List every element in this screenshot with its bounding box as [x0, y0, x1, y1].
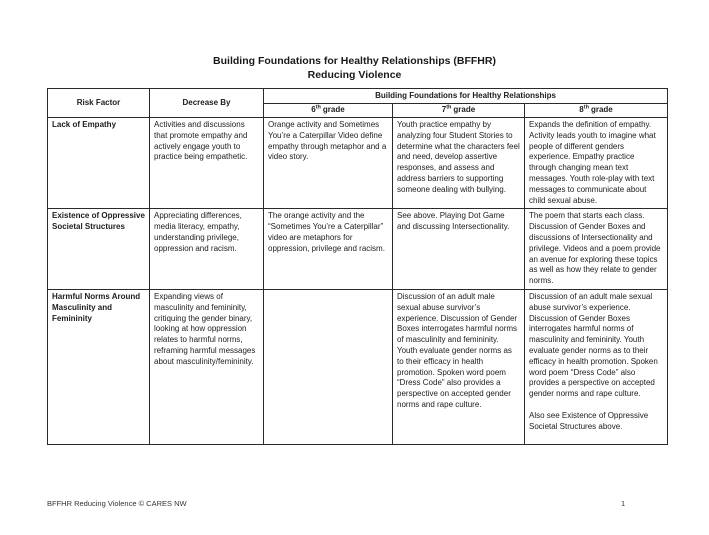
grade-6-number: 6 — [311, 105, 316, 115]
grade-8-paragraph-1: Discussion of an adult male sexual abuse survivor’s experience. Discussion of Gender Boxes interrogates harmful norms of masculinity and femininity. Youth evaluate gender norms as to their efficacy in health promotion. Spoken word poem “Dress Code” also provides a perspective on accepted gender norms and rape culture. — [529, 291, 658, 399]
table-row-oppressive-structures — [48, 209, 668, 290]
grade-8-cell — [525, 289, 668, 444]
grade-7-number: 7 — [441, 105, 447, 115]
curriculum-table — [47, 88, 668, 445]
col-header-grade-8 — [525, 104, 668, 118]
grade-7-ordinal: th — [446, 104, 452, 111]
decrease-by-cell: Expanding views of masculinity and femininity, critiquing the gender binary, looking at how oppression relates to harmful norms, reframing harmful messages about masculinity/femininity. — [150, 289, 264, 444]
table-row-lack-of-empathy — [48, 118, 668, 209]
grade-7-cell: Youth practice empathy by analyzing four Student Stories to determine what the characters feel and need, develop assertive responses, and assess and address barriers to supporting someone dealing with bullying. — [393, 118, 525, 209]
decrease-by-cell: Activities and discussions that promote empathy and actively engage youth to practice being empathetic. — [150, 118, 264, 209]
col-header-risk-factor: Risk Factor — [48, 89, 150, 118]
risk-factor-cell: Harmful Norms Around Masculinity and Femininity — [48, 289, 150, 444]
title-line-2: Reducing Violence — [307, 69, 402, 81]
risk-factor-cell: Existence of Oppressive Societal Structures — [48, 209, 150, 290]
grade-7-cell: See above. Playing Dot Game and discussing Intersectionality. — [393, 209, 525, 290]
grade-8-cell: The poem that starts each class. Discussion of Gender Boxes and discussions of Intersectionality and privilege. Videos and a poem provide an avenue for exploring these topics as well as how they relate to gender norms. — [525, 209, 668, 290]
title-line-1: Building Foundations for Healthy Relationships (BFFHR) — [213, 55, 496, 67]
document-title — [0, 54, 709, 82]
grade-6-cell: Orange activity and Sometimes You’re a Caterpillar Video define empathy through metaphor and a video story. — [264, 118, 393, 209]
grade-6-cell — [264, 289, 393, 444]
footer-attribution: BFFHR Reducing Violence © CARES NW — [47, 499, 187, 508]
page-number: 1 — [621, 499, 626, 508]
table-row-harmful-norms — [48, 289, 668, 444]
table-header-row-top — [48, 89, 668, 104]
grade-7-cell: Discussion of an adult male sexual abuse survivor’s experience. Discussion of Gender Boxes interrogates harmful norms of masculinity and femininity. Youth evaluate gender norms as to their efficacy in health promotion. Spoken word poem “Dress Code” also provides a perspective on accepted gender norms and rape culture. — [393, 289, 525, 444]
grade-8-number: 8 — [579, 105, 584, 115]
grade-6-word: grade — [322, 105, 345, 115]
col-header-decrease-by: Decrease By — [150, 89, 264, 118]
grade-6-cell: The orange activity and the “Sometimes You’re a Caterpillar” video are metaphors for oppression, privilege and racism. — [264, 209, 393, 290]
col-header-program-span: Building Foundations for Healthy Relationships — [264, 89, 668, 104]
risk-factor-cell: Lack of Empathy — [48, 118, 150, 209]
grade-7-word: grade — [453, 105, 476, 115]
grade-8-paragraph-2: Also see Existence of Oppressive Societal Structures above. — [529, 410, 649, 431]
decrease-by-cell: Appreciating differences, media literacy, empathy, understanding privilege, oppression and racism. — [150, 209, 264, 290]
grade-8-cell: Expands the definition of empathy. Activity leads youth to imagine what people of different genders experience. Empathy practice through changing mean text messages. Youth role-play with text messages to communicate about child sexual abuse. — [525, 118, 668, 209]
col-header-grade-6 — [264, 104, 393, 118]
col-header-grade-7 — [393, 104, 525, 118]
grade-8-ordinal: th — [583, 104, 589, 111]
grade-8-word: grade — [590, 105, 613, 115]
grade-6-ordinal: th — [315, 104, 321, 111]
